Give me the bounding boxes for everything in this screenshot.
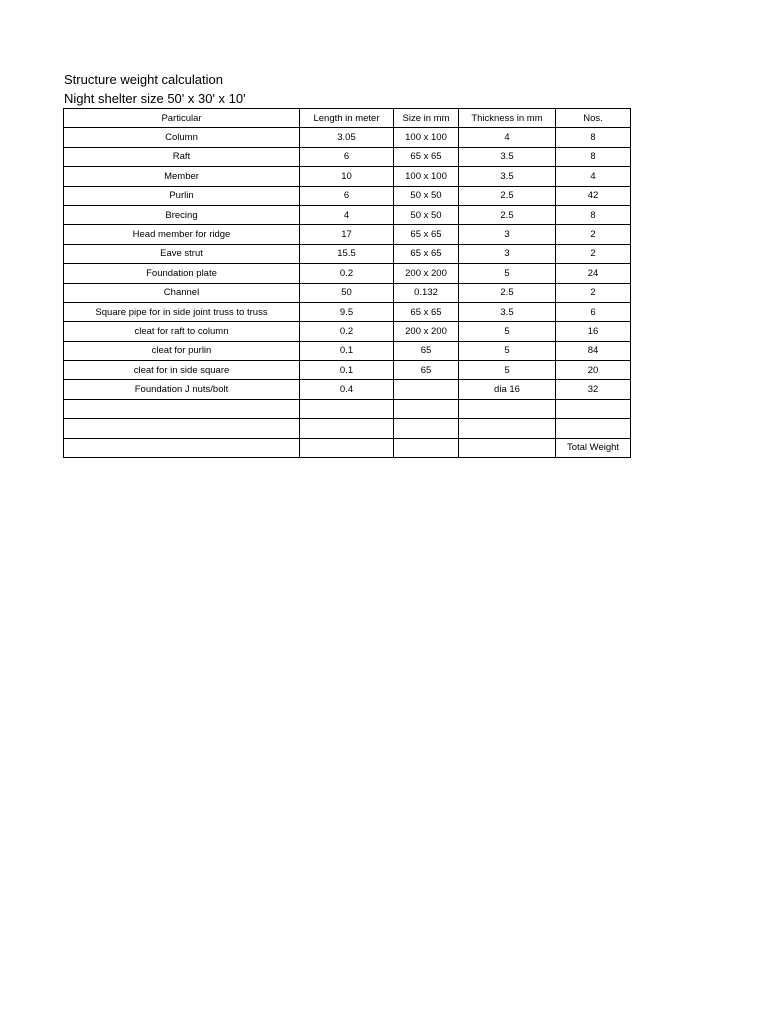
table-row xyxy=(64,205,631,224)
table-row xyxy=(64,302,631,321)
document-title: Structure weight calculation xyxy=(64,72,223,87)
cell-size xyxy=(394,438,459,457)
cell-thickness: 2.5 xyxy=(459,205,556,224)
table-row-empty xyxy=(64,399,631,418)
cell-length xyxy=(300,419,394,438)
cell-particular: Channel xyxy=(64,283,300,302)
cell-thickness: 5 xyxy=(459,322,556,341)
cell-size xyxy=(394,380,459,399)
cell-nos: 8 xyxy=(556,205,631,224)
cell-size: 200 x 200 xyxy=(394,322,459,341)
total-row xyxy=(64,438,631,457)
cell-nos: 6 xyxy=(556,302,631,321)
header-size: Size in mm xyxy=(394,109,459,128)
cell-particular: Foundation J nuts/bolt xyxy=(64,380,300,399)
cell-length xyxy=(300,438,394,457)
cell-thickness: 2.5 xyxy=(459,186,556,205)
header-row xyxy=(64,109,631,128)
cell-thickness: 3.5 xyxy=(459,302,556,321)
cell-thickness: 3 xyxy=(459,225,556,244)
header-particular: Particular xyxy=(64,109,300,128)
cell-length: 6 xyxy=(300,186,394,205)
header-nos: Nos. xyxy=(556,109,631,128)
cell-size: 100 x 100 xyxy=(394,167,459,186)
cell-particular: Raft xyxy=(64,147,300,166)
cell-thickness: 3 xyxy=(459,244,556,263)
cell-thickness xyxy=(459,438,556,457)
cell-length: 0.2 xyxy=(300,322,394,341)
cell-particular xyxy=(64,438,300,457)
cell-size: 65 x 65 xyxy=(394,302,459,321)
cell-nos: 2 xyxy=(556,225,631,244)
table-row xyxy=(64,380,631,399)
cell-nos: 16 xyxy=(556,322,631,341)
cell-thickness: 3.5 xyxy=(459,167,556,186)
table-row xyxy=(64,128,631,147)
table-row xyxy=(64,167,631,186)
total-weight-label: Total Weight xyxy=(556,438,631,457)
cell-nos: 24 xyxy=(556,264,631,283)
cell-particular: Square pipe for in side joint truss to truss xyxy=(64,302,300,321)
table-row xyxy=(64,244,631,263)
table-row-empty xyxy=(64,419,631,438)
cell-length: 3.05 xyxy=(300,128,394,147)
cell-length: 0.1 xyxy=(300,361,394,380)
cell-length: 9.5 xyxy=(300,302,394,321)
cell-particular: Brecing xyxy=(64,205,300,224)
cell-nos xyxy=(556,399,631,418)
cell-thickness xyxy=(459,419,556,438)
cell-particular xyxy=(64,419,300,438)
cell-nos: 8 xyxy=(556,128,631,147)
cell-size xyxy=(394,399,459,418)
cell-nos xyxy=(556,419,631,438)
cell-nos: 84 xyxy=(556,341,631,360)
cell-particular: Foundation plate xyxy=(64,264,300,283)
cell-size: 100 x 100 xyxy=(394,128,459,147)
cell-nos: 20 xyxy=(556,361,631,380)
cell-particular: Eave strut xyxy=(64,244,300,263)
cell-thickness: 5 xyxy=(459,361,556,380)
cell-thickness: 2.5 xyxy=(459,283,556,302)
cell-thickness xyxy=(459,399,556,418)
cell-thickness: dia 16 xyxy=(459,380,556,399)
table-row xyxy=(64,147,631,166)
cell-length: 0.4 xyxy=(300,380,394,399)
cell-nos: 4 xyxy=(556,167,631,186)
cell-size: 65 x 65 xyxy=(394,225,459,244)
cell-size: 65 xyxy=(394,341,459,360)
cell-size: 50 x 50 xyxy=(394,186,459,205)
document-subtitle: Night shelter size 50' x 30' x 10' xyxy=(64,91,246,106)
cell-particular: Column xyxy=(64,128,300,147)
cell-thickness: 4 xyxy=(459,128,556,147)
cell-thickness: 3.5 xyxy=(459,147,556,166)
cell-nos: 42 xyxy=(556,186,631,205)
cell-particular: Head member for ridge xyxy=(64,225,300,244)
cell-particular: cleat for in side square xyxy=(64,361,300,380)
cell-length: 6 xyxy=(300,147,394,166)
cell-particular: cleat for purlin xyxy=(64,341,300,360)
cell-size: 65 x 65 xyxy=(394,147,459,166)
cell-thickness: 5 xyxy=(459,341,556,360)
table-row xyxy=(64,264,631,283)
cell-length: 0.1 xyxy=(300,341,394,360)
cell-length: 50 xyxy=(300,283,394,302)
table-row xyxy=(64,341,631,360)
cell-length: 17 xyxy=(300,225,394,244)
cell-nos: 2 xyxy=(556,283,631,302)
header-length: Length in meter xyxy=(300,109,394,128)
cell-nos: 32 xyxy=(556,380,631,399)
table-row xyxy=(64,283,631,302)
cell-particular: Purlin xyxy=(64,186,300,205)
cell-particular: Member xyxy=(64,167,300,186)
cell-length xyxy=(300,399,394,418)
cell-size: 200 x 200 xyxy=(394,264,459,283)
cell-length: 10 xyxy=(300,167,394,186)
cell-size xyxy=(394,419,459,438)
table-row xyxy=(64,186,631,205)
cell-length: 4 xyxy=(300,205,394,224)
table-row xyxy=(64,225,631,244)
cell-particular: cleat for raft to column xyxy=(64,322,300,341)
cell-thickness: 5 xyxy=(459,264,556,283)
title-block xyxy=(64,70,246,108)
cell-length: 0.2 xyxy=(300,264,394,283)
cell-nos: 8 xyxy=(556,147,631,166)
table-row xyxy=(64,361,631,380)
cell-size: 50 x 50 xyxy=(394,205,459,224)
weight-calculation-table xyxy=(63,108,631,458)
cell-size: 65 xyxy=(394,361,459,380)
cell-length: 15.5 xyxy=(300,244,394,263)
cell-size: 0.132 xyxy=(394,283,459,302)
cell-size: 65 x 65 xyxy=(394,244,459,263)
header-thickness: Thickness in mm xyxy=(459,109,556,128)
cell-nos: 2 xyxy=(556,244,631,263)
cell-particular xyxy=(64,399,300,418)
table-row xyxy=(64,322,631,341)
